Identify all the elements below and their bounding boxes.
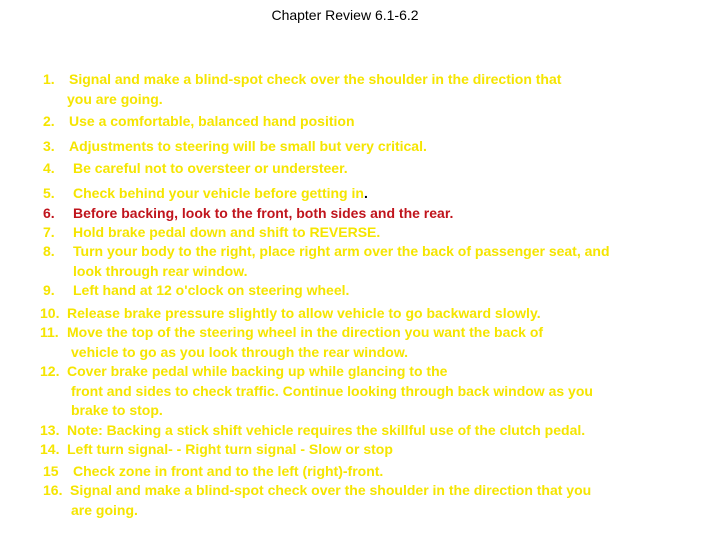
item-text: Adjustments to steering will be small but very critical. <box>69 138 427 154</box>
list-item <box>43 281 349 300</box>
item-text: Use a comfortable, balanced hand position <box>69 113 355 129</box>
item-number: 10. <box>40 305 60 321</box>
list-item <box>40 440 393 459</box>
item-text: Note: Backing a stick shift vehicle requires the skillful use of the clutch pedal. <box>67 422 586 438</box>
list-item <box>43 462 383 481</box>
item-number: 5. <box>43 185 55 201</box>
item-text: are going. <box>71 502 138 518</box>
list-item <box>43 112 355 131</box>
item-text: Hold brake pedal down and shift to REVERSE. <box>73 224 381 240</box>
item-text: Left turn signal- - Right turn signal - Slow or stop <box>67 441 393 457</box>
item-text: Release brake pressure slightly to allow vehicle to go backward slowly. <box>67 305 541 321</box>
item-number: 8. <box>43 243 55 259</box>
item-number: 1. <box>43 71 55 87</box>
list-item <box>71 501 138 520</box>
list-item <box>43 159 348 178</box>
item-text: front and sides to check traffic. Continue looking through back window as you <box>71 383 593 399</box>
item-number: 2. <box>43 113 55 129</box>
list-item <box>43 70 561 89</box>
list-item <box>71 401 163 420</box>
list-item <box>40 304 541 323</box>
item-number: 16. <box>43 482 63 498</box>
list-item <box>71 382 593 401</box>
list-item <box>43 137 427 156</box>
list-item <box>43 204 453 223</box>
list-item <box>40 323 543 342</box>
list-item <box>43 184 368 203</box>
item-number: 14. <box>40 441 60 457</box>
item-text: Signal and make a blind-spot check over the shoulder in the direction that you <box>70 482 592 498</box>
item-text: Check zone in front and to the left (right)-front. <box>73 463 384 479</box>
list-item <box>71 343 408 362</box>
item-text: Turn your body to the right, place right arm over the back of passenger seat, and <box>73 243 610 259</box>
list-item <box>43 242 610 261</box>
item-text: Left hand at 12 o'clock on steering wheel. <box>73 282 350 298</box>
list-item <box>40 362 447 381</box>
list-item <box>43 223 380 242</box>
item-number: 9. <box>43 282 55 298</box>
item-text: look through rear window. <box>73 263 248 279</box>
item-text: you are going. <box>67 91 163 107</box>
item-text: Before backing, look to the front, both sides and the rear. <box>73 205 454 221</box>
item-text: Cover brake pedal while backing up while glancing to the <box>67 363 448 379</box>
list-item <box>73 262 247 281</box>
item-text: vehicle to go as you look through the rear window. <box>71 344 409 360</box>
item-text: brake to stop. <box>71 402 163 418</box>
item-number: 7. <box>43 224 55 240</box>
item-text: Signal and make a blind-spot check over the shoulder in the direction that <box>69 71 562 87</box>
item-number: 13. <box>40 422 60 438</box>
item-number: 4. <box>43 160 55 176</box>
list-item <box>43 481 591 500</box>
item-text: Check behind your vehicle before getting in <box>73 185 364 201</box>
item-number: 15 <box>43 463 59 479</box>
item-number: 3. <box>43 138 55 154</box>
list-item <box>40 421 585 440</box>
item-number: 6. <box>43 205 55 221</box>
list-item <box>67 90 163 109</box>
item-suffix: . <box>363 185 368 201</box>
page-title: Chapter Review 6.1-6.2 <box>271 7 419 23</box>
item-text: Be careful not to oversteer or understeer. <box>73 160 348 176</box>
item-number: 12. <box>40 363 60 379</box>
item-number: 11. <box>40 324 59 340</box>
item-text: Move the top of the steering wheel in the direction you want the back of <box>67 324 544 340</box>
